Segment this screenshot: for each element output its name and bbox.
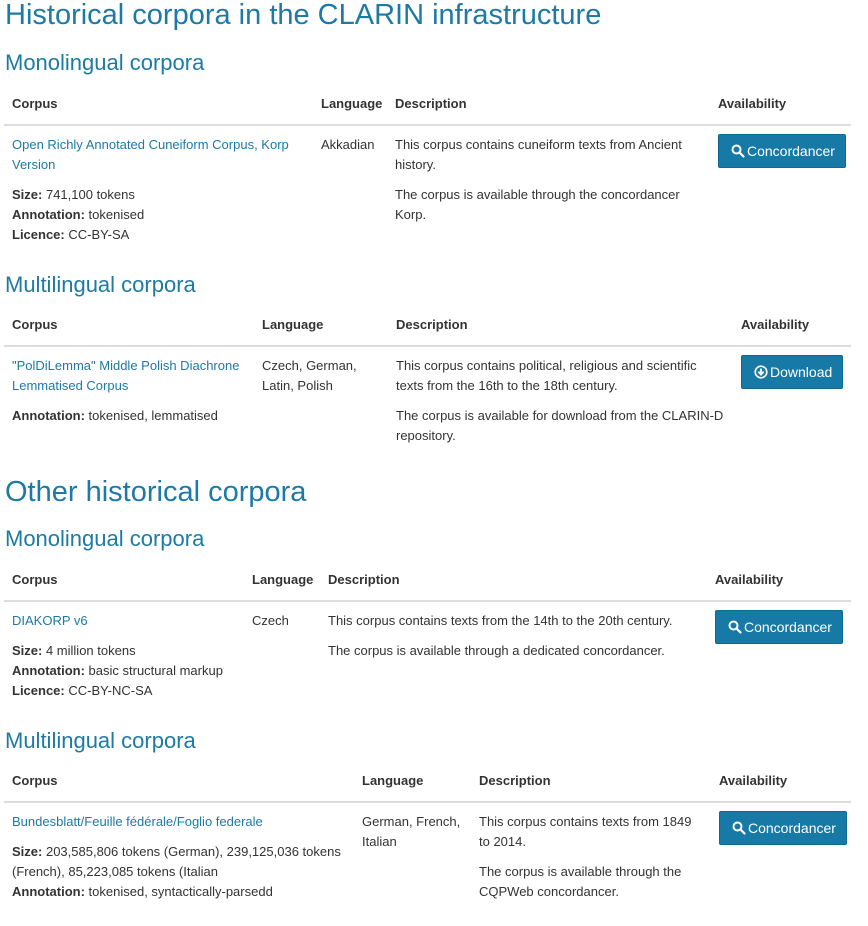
- description-cell: [388, 346, 733, 456]
- size-label: Size:: [12, 187, 43, 202]
- column-header-corpus: Corpus: [4, 560, 244, 601]
- annotation-label: Annotation:: [12, 207, 85, 222]
- annotation-label: Annotation:: [12, 884, 85, 899]
- column-header-language: Language: [244, 560, 320, 601]
- availability-text: The corpus is available through the concordancer Korp.: [395, 187, 680, 222]
- size-value: 203,585,806 tokens (German), 239,125,036 tokens (French), 85,223,085 tokens (Italian: [12, 844, 341, 879]
- availability-text: The corpus is available through a dedicated concordancer.: [328, 643, 665, 658]
- language-cell: Czech: [252, 613, 289, 628]
- availability-text: The corpus is available through the CQPWeb concordancer.: [479, 864, 682, 899]
- size-label: Size:: [12, 643, 43, 658]
- column-header-description: Description: [471, 761, 711, 802]
- page-title: Historical corpora in the CLARIN infrastructure: [5, 0, 602, 31]
- column-header-availability: Availability: [733, 305, 851, 346]
- table-row: [4, 802, 851, 912]
- multilingual-corpora-table: [4, 305, 851, 456]
- download-icon: [754, 365, 768, 379]
- language-cell: German, French, Italian: [362, 814, 461, 849]
- language-cell: Czech, German, Latin, Polish: [262, 358, 357, 393]
- annotation-label: Annotation:: [12, 408, 85, 423]
- button-label: Concordancer: [744, 619, 832, 635]
- corpus-link[interactable]: DIAKORP v6: [12, 613, 88, 628]
- multilingual-corpora-table: [4, 761, 851, 912]
- column-header-description: Description: [320, 560, 707, 601]
- licence-value: CC-BY-SA: [68, 227, 130, 242]
- corpus-cell: [4, 601, 244, 701]
- monolingual-corpora-table: [4, 560, 851, 701]
- description-text: This corpus contains texts from the 14th to the 20th century.: [328, 613, 673, 628]
- licence-label: Licence:: [12, 683, 65, 698]
- description-text: This corpus contains political, religious and scientific texts from the 16th to the 18th century.: [396, 358, 697, 393]
- concordancer-button[interactable]: [718, 134, 846, 168]
- corpus-cell: [4, 802, 354, 912]
- section-heading-monolingual: Monolingual corpora: [5, 50, 205, 75]
- table-row: [4, 601, 851, 701]
- section-heading-monolingual: Monolingual corpora: [5, 526, 205, 551]
- availability-cell: [710, 125, 851, 245]
- button-label: Concordancer: [748, 820, 836, 836]
- concordancer-button[interactable]: [715, 610, 843, 644]
- table-row: [4, 125, 851, 245]
- corpus-link[interactable]: Bundesblatt/Feuille fédérale/Foglio federale: [12, 814, 263, 829]
- description-cell: [471, 802, 711, 912]
- search-icon: [731, 144, 745, 158]
- licence-label: Licence:: [12, 227, 65, 242]
- column-header-language: Language: [354, 761, 471, 802]
- section-heading-multilingual: Multilingual corpora: [5, 728, 196, 753]
- button-label: Download: [770, 364, 833, 380]
- search-icon: [728, 620, 742, 634]
- section-heading-multilingual: Multilingual corpora: [5, 272, 196, 297]
- button-label: Concordancer: [747, 143, 835, 159]
- column-header-availability: Availability: [707, 560, 851, 601]
- column-header-description: Description: [388, 305, 733, 346]
- description-text: This corpus contains cuneiform texts from Ancient history.: [395, 137, 682, 172]
- search-icon: [732, 821, 746, 835]
- corpus-cell: [4, 125, 313, 245]
- table-row: [4, 346, 851, 456]
- corpus-cell: [4, 346, 254, 456]
- availability-cell: [707, 601, 851, 701]
- column-header-availability: Availability: [710, 84, 851, 125]
- description-text: This corpus contains texts from 1849 to 2014.: [479, 814, 692, 849]
- column-header-corpus: Corpus: [4, 84, 313, 125]
- column-header-corpus: Corpus: [4, 305, 254, 346]
- monolingual-corpora-table: [4, 84, 851, 245]
- annotation-label: Annotation:: [12, 663, 85, 678]
- download-button[interactable]: [741, 355, 843, 389]
- availability-text: The corpus is available for download from the CLARIN-D repository.: [396, 408, 724, 443]
- size-label: Size:: [12, 844, 43, 859]
- other-section-title: Other historical corpora: [5, 476, 307, 508]
- language-cell: Akkadian: [321, 137, 375, 152]
- description-cell: [320, 601, 707, 701]
- size-value: 4 million tokens: [45, 643, 136, 658]
- column-header-language: Language: [313, 84, 387, 125]
- annotation-value: tokenised, lemmatised: [88, 408, 218, 423]
- annotation-value: tokenised, syntactically-parsedd: [88, 884, 273, 899]
- column-header-availability: Availability: [711, 761, 851, 802]
- annotation-value: tokenised: [88, 207, 145, 222]
- availability-cell: [733, 346, 851, 456]
- column-header-description: Description: [387, 84, 710, 125]
- availability-cell: [711, 802, 851, 912]
- column-header-corpus: Corpus: [4, 761, 354, 802]
- corpus-link[interactable]: "PolDiLemma" Middle Polish Diachrone Lemmatised Corpus: [12, 358, 240, 393]
- annotation-value: basic structural markup: [88, 663, 223, 678]
- concordancer-button[interactable]: [719, 811, 847, 845]
- corpus-link[interactable]: Open Richly Annotated Cuneiform Corpus, Korp Version: [12, 137, 289, 172]
- licence-value: CC-BY-NC-SA: [68, 683, 153, 698]
- description-cell: [387, 125, 710, 245]
- column-header-language: Language: [254, 305, 388, 346]
- size-value: 741,100 tokens: [45, 187, 135, 202]
